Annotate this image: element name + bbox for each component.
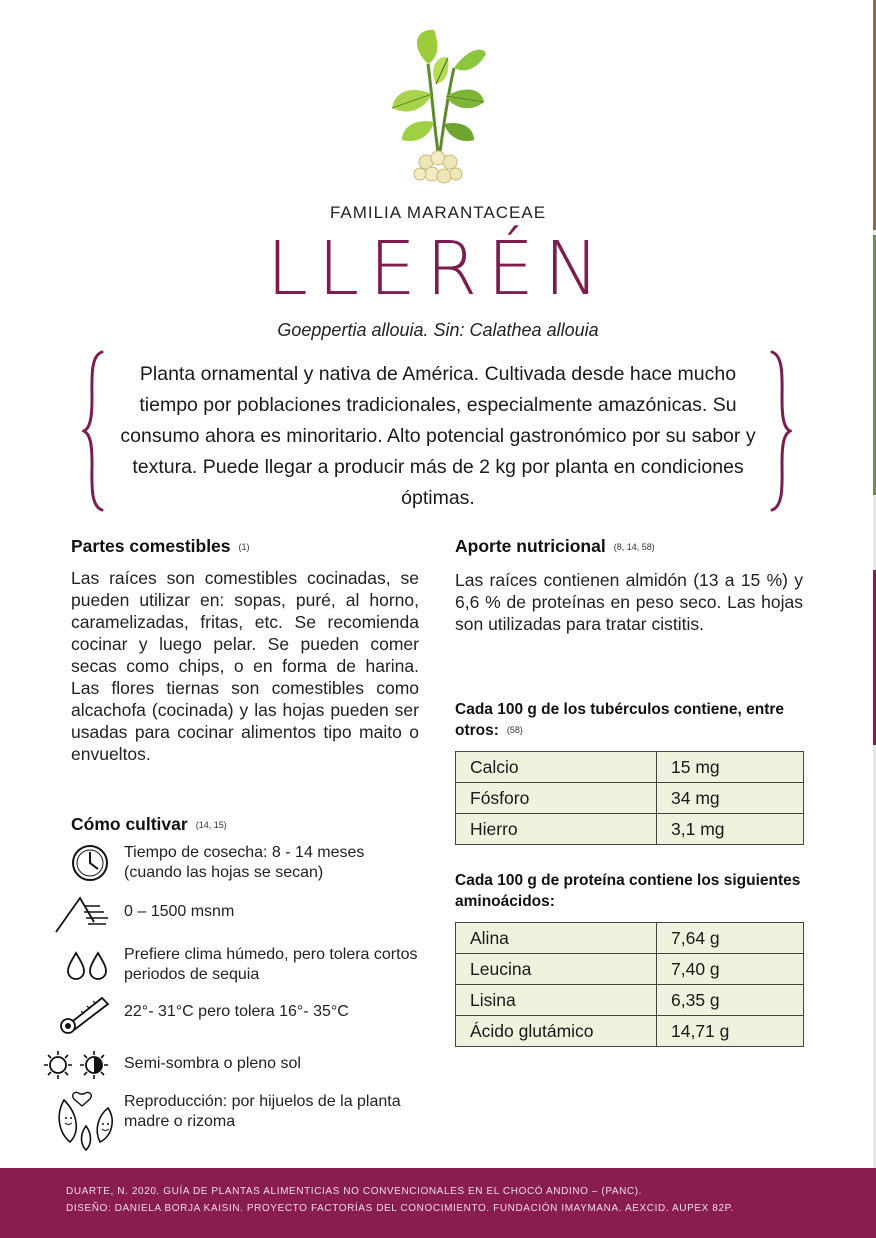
right-brace-decoration xyxy=(768,350,792,512)
cultivate-heading-text: Cómo cultivar xyxy=(71,814,188,834)
cultivate-item-propagation xyxy=(48,1090,428,1152)
tubers-subheading xyxy=(455,699,805,741)
nutrition-ref: (8, 14, 58) xyxy=(613,542,655,552)
edible-heading xyxy=(71,536,250,557)
nutrition-heading-text: Aporte nutricional xyxy=(455,536,606,556)
table-cell-name: Lisina xyxy=(456,985,657,1016)
scientific-name: Goeppertia allouia. Sin: Calathea allouia xyxy=(277,320,599,340)
table-cell-name: Ácido glutámico xyxy=(456,1016,657,1047)
page-title: LLERÉN xyxy=(266,226,610,312)
clock-icon xyxy=(54,843,110,885)
table-cell-name: Calcio xyxy=(456,752,657,783)
table-cell-value: 7,64 g xyxy=(657,923,804,954)
cultivate-text: 22°- 31°C pero tolera 16°- 35°C xyxy=(124,1003,349,1020)
left-brace-decoration xyxy=(82,350,106,512)
tubers-subheading-text: Cada 100 g de los tubérculos contiene, entre otros: xyxy=(455,701,785,739)
cultivate-text: 0 – 1500 msnm xyxy=(124,903,235,920)
tubers-ref: (58) xyxy=(506,725,523,735)
cultivate-ref: (14, 15) xyxy=(195,820,227,830)
cultivate-item-light xyxy=(48,1047,428,1093)
table-row xyxy=(456,954,804,985)
table-cell-value: 6,35 g xyxy=(657,985,804,1016)
cultivate-text: Semi-sombra o pleno sol xyxy=(124,1055,301,1072)
edible-paragraph: Las raíces son comestibles cocinadas, se pueden utilizar en: sopas, puré, al horno, caramelizadas, fritas, etc. Se recomienda cocinar y luego pelar. Se pueden comer secas como chips, o en forma de harina. Las flores tiernas son comestibles como alcachofa (cocinada) y las hojas pueden ser usadas para cocinar alimentos tipo maito o envueltos. xyxy=(71,568,419,764)
table-row xyxy=(456,923,804,954)
table-cell-name: Leucina xyxy=(456,954,657,985)
cultivate-item-altitude xyxy=(48,892,428,938)
table-cell-value: 7,40 g xyxy=(657,954,804,985)
cultivate-text: Tiempo de cosecha: 8 - 14 meses (cuando las hojas se secan) xyxy=(124,844,365,881)
footer-citation: DUARTE, N. 2020. GUÍA DE PLANTAS ALIMENTICIAS NO CONVENCIONALES EN EL CHOCÓ ANDINO – (PANC). xyxy=(66,1186,643,1197)
table-cell-value: 34 mg xyxy=(657,783,804,814)
footer-band xyxy=(0,1168,876,1238)
amino-table xyxy=(455,922,804,1047)
nutrition-paragraph: Las raíces contienen almidón (13 a 15 %) y 6,6 % de proteínas en peso seco. Las hojas son utilizadas para tratar cistitis. xyxy=(455,570,803,634)
table-cell-value: 15 mg xyxy=(657,752,804,783)
plant-family: FAMILIA MARANTACEAE xyxy=(329,203,547,222)
nutrition-heading xyxy=(455,536,655,557)
table-cell-value: 3,1 mg xyxy=(657,814,804,845)
cultivate-text: Prefiere clima húmedo, pero tolera cortos periodos de sequia xyxy=(124,946,418,983)
edible-ref: (1) xyxy=(238,542,250,552)
edible-heading-text: Partes comestibles xyxy=(71,536,231,556)
table-row xyxy=(456,985,804,1016)
table-row xyxy=(456,814,804,845)
table-cell-name: Hierro xyxy=(456,814,657,845)
sun-shade-icon xyxy=(42,1047,112,1089)
cultivate-item-temperature xyxy=(48,994,428,1040)
water-drops-icon xyxy=(54,945,110,987)
propagation-icon xyxy=(54,1090,118,1152)
amino-subheading: Cada 100 g de proteína contiene los siguientes aminoácidos: xyxy=(455,872,801,910)
plant-illustration xyxy=(388,24,488,190)
table-row xyxy=(456,752,804,783)
mountain-icon xyxy=(54,892,110,934)
cultivate-item-harvest xyxy=(48,843,428,889)
table-cell-value: 14,71 g xyxy=(657,1016,804,1047)
cultivate-text: Reproducción: por hijuelos de la planta madre o rizoma xyxy=(124,1093,401,1130)
footer-credits: DISEÑO: DANIELA BORJA KAISIN. PROYECTO FACTORÍAS DEL CONOCIMIENTO. FUNDACIÓN IMAYMANA. AEXCID. AUPEX 82P. xyxy=(66,1203,734,1214)
table-cell-name: Alina xyxy=(456,923,657,954)
intro-paragraph: Planta ornamental y nativa de América. Cultivada desde hace mucho tiempo por poblaciones tradicionales, especialmente amazónicas. Su consumo ahora es minoritario. Alto potencial gastronómico por su sabor y textura. Puede llegar a producir más de 2 kg por planta en condiciones óptimas. xyxy=(120,363,756,509)
table-row xyxy=(456,783,804,814)
tubers-table xyxy=(455,751,804,845)
cultivate-item-humidity xyxy=(48,945,428,991)
thermometer-icon xyxy=(54,994,110,1036)
table-cell-name: Fósforo xyxy=(456,783,657,814)
cultivate-heading xyxy=(71,814,227,835)
table-row xyxy=(456,1016,804,1047)
